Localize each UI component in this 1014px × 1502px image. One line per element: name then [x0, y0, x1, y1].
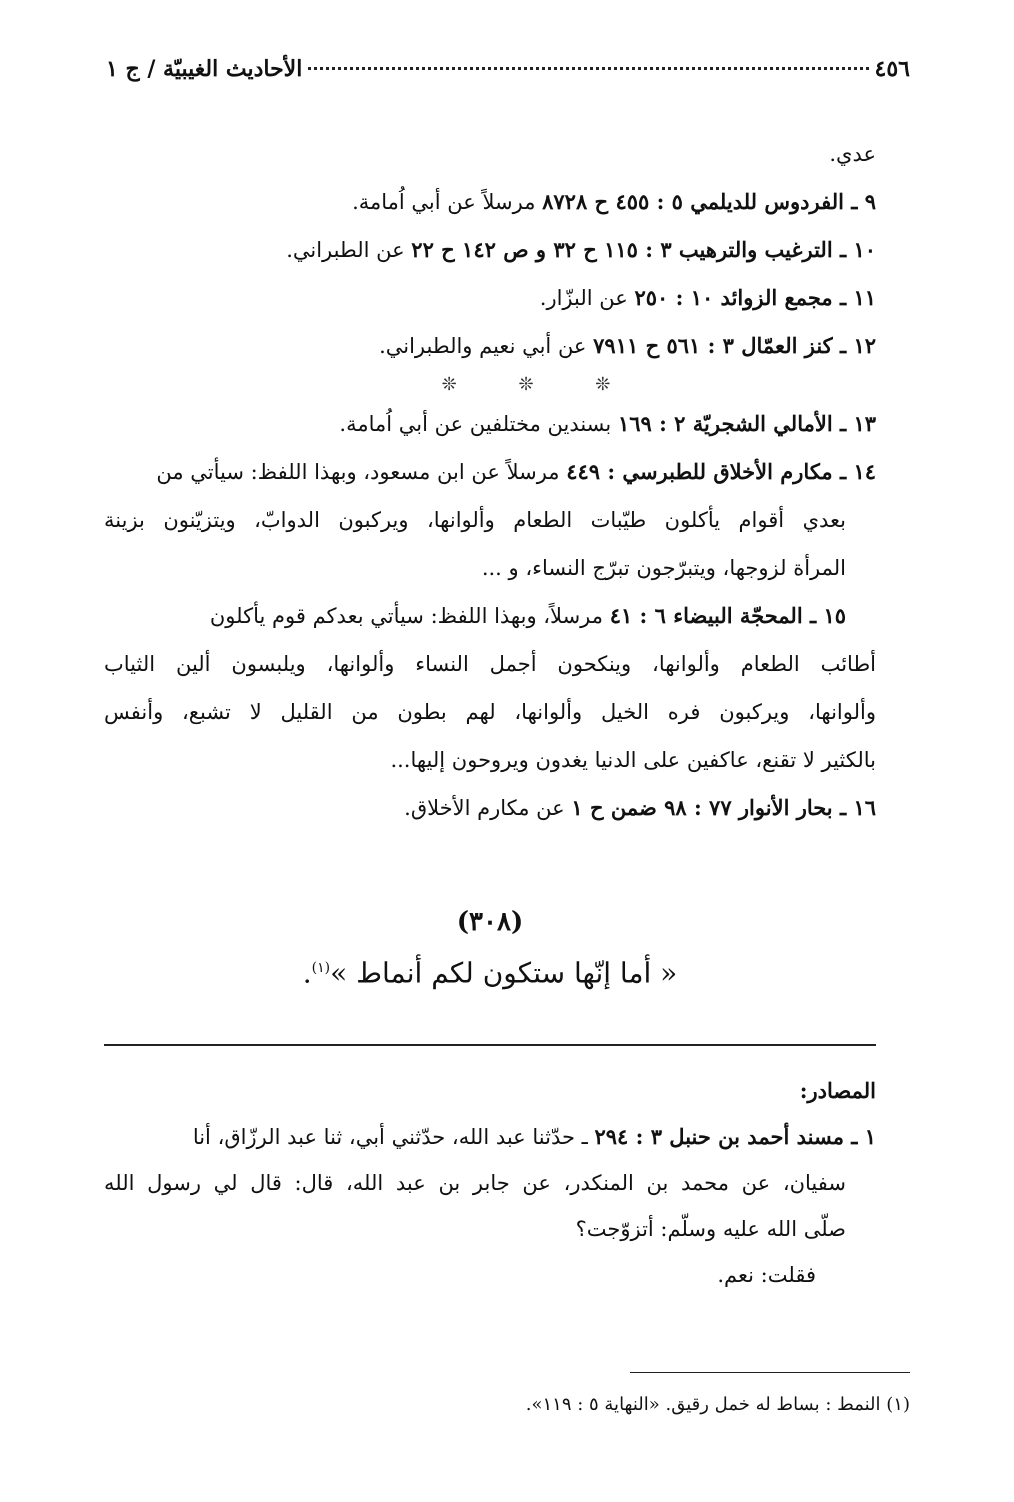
hadith-end-mark: . — [302, 956, 312, 990]
footnote-divider — [630, 1372, 910, 1373]
reference-line — [104, 274, 876, 322]
reference-continuation: أطائب الطعام وألوانها، وينكحون أجمل النساء وألوانها، ويلبسون ألين الثياب — [104, 652, 876, 676]
reference-source: ١٢ ـ كنز العمّال ٣ : ٥٦١ ح ٧٩١١ — [593, 333, 876, 358]
source-continuation: سفيان، عن محمد بن المنكدر، عن جابر بن عبد الله، قال: قال لي رسول الله — [104, 1171, 846, 1195]
reference-line — [104, 784, 876, 832]
reference-text: عن الطبراني. — [286, 238, 412, 262]
reference-line — [104, 226, 876, 274]
running-title: الأحاديث الغيبيّة / ج ١ — [106, 56, 303, 82]
section-divider — [104, 1044, 876, 1046]
reference-source: ٩ ـ الفردوس للديلمي ٥ : ٤٥٥ ح ٨٧٢٨ — [542, 189, 876, 214]
reference-text: مرسلاً عن ابن مسعود، وبهذا اللفظ: سيأتي من — [156, 460, 567, 484]
reference-line — [104, 400, 876, 448]
footnote: (١) النمط : بساط له خمل رقيق. «النهاية ٥ : ١١٩». — [525, 1394, 910, 1415]
reference-source: ١١ ـ مجمع الزوائد ١٠ : ٢٥٠ — [634, 285, 876, 310]
reference-continuation: بالكثير لا تقنع، عاكفين على الدنيا يغدون ويروحون إليها... — [390, 748, 876, 772]
sources-title: المصادر: — [799, 1078, 876, 1103]
running-header — [106, 56, 910, 92]
reference-line — [104, 130, 876, 178]
section-separator: ❊ ❊ ❊ — [441, 374, 639, 395]
reference-text: عدي. — [829, 142, 876, 166]
reference-source: ١٠ ـ الترغيب والترهيب ٣ : ١١٥ ح ٣٢ و ص ١٤٢ ح ٢٢ — [411, 237, 876, 262]
source-continuation: فقلت: نعم. — [717, 1263, 816, 1287]
footnote-marker: (١) — [311, 960, 331, 976]
source-continuation: صلّى الله عليه وسلّم: أتزوّجت؟ — [575, 1217, 846, 1241]
references-continued — [104, 130, 876, 832]
reference-text: مرسلاً عن أبي اُمامة. — [352, 190, 543, 214]
reference-line — [104, 322, 876, 370]
reference-line — [104, 178, 876, 226]
reference-source: ١٦ ـ بحار الأنوار ٧٧ : ٩٨ ضمن ح ١ — [571, 795, 876, 820]
hadith-text — [104, 944, 876, 997]
reference-continuation: وألوانها، ويركبون فره الخيل وألوانها، لهم بطون من القليل لا تشبع، وأنفس — [104, 700, 876, 724]
reference-continuation: المرأة لزوجها، ويتبرّجون تبرّج النساء، و ... — [481, 556, 846, 580]
header-dot-leader — [308, 67, 868, 70]
reference-text: بسندين مختلفين عن أبي اُمامة. — [339, 412, 618, 436]
reference-text: عن أبي نعيم والطبراني. — [379, 334, 594, 358]
reference-line — [104, 592, 876, 640]
reference-text: عن البزّار. — [539, 286, 635, 310]
source-line — [104, 1114, 876, 1160]
reference-text: عن مكارم الأخلاق. — [404, 796, 572, 820]
reference-line — [104, 448, 876, 496]
reference-source: ١٥ ـ المحجّة البيضاء ٦ : ٤١ — [609, 603, 846, 628]
source-text: ـ حدّثنا عبد الله، حدّثني أبي، ثنا عبد الرزّاق، أنا — [192, 1125, 595, 1149]
reference-text: مرسلاً، وبهذا اللفظ: سيأتي بعدكم قوم يأكلون — [209, 604, 610, 628]
reference-source: ١٤ ـ مكارم الأخلاق للطبرسي : ٤٤٩ — [566, 459, 876, 484]
page-number: ٤٥٦ — [874, 56, 910, 82]
reference-source: ١٣ ـ الأمالي الشجريّة ٢ : ١٦٩ — [617, 411, 876, 436]
hadith-number: (٣٠٨) — [456, 907, 524, 937]
hadith-quote: « أما إنّها ستكون لكم أنماط » — [330, 956, 678, 990]
reference-continuation: بعدي أقوام يأكلون طيّبات الطعام وألوانها، ويركبون الدوابّ، ويتزيّنون بزينة — [104, 508, 846, 532]
hadith-block — [104, 900, 876, 997]
source-name: ١ ـ مسند أحمد بن حنبل ٣ : ٢٩٤ — [594, 1124, 876, 1149]
sources-section — [104, 1068, 876, 1298]
